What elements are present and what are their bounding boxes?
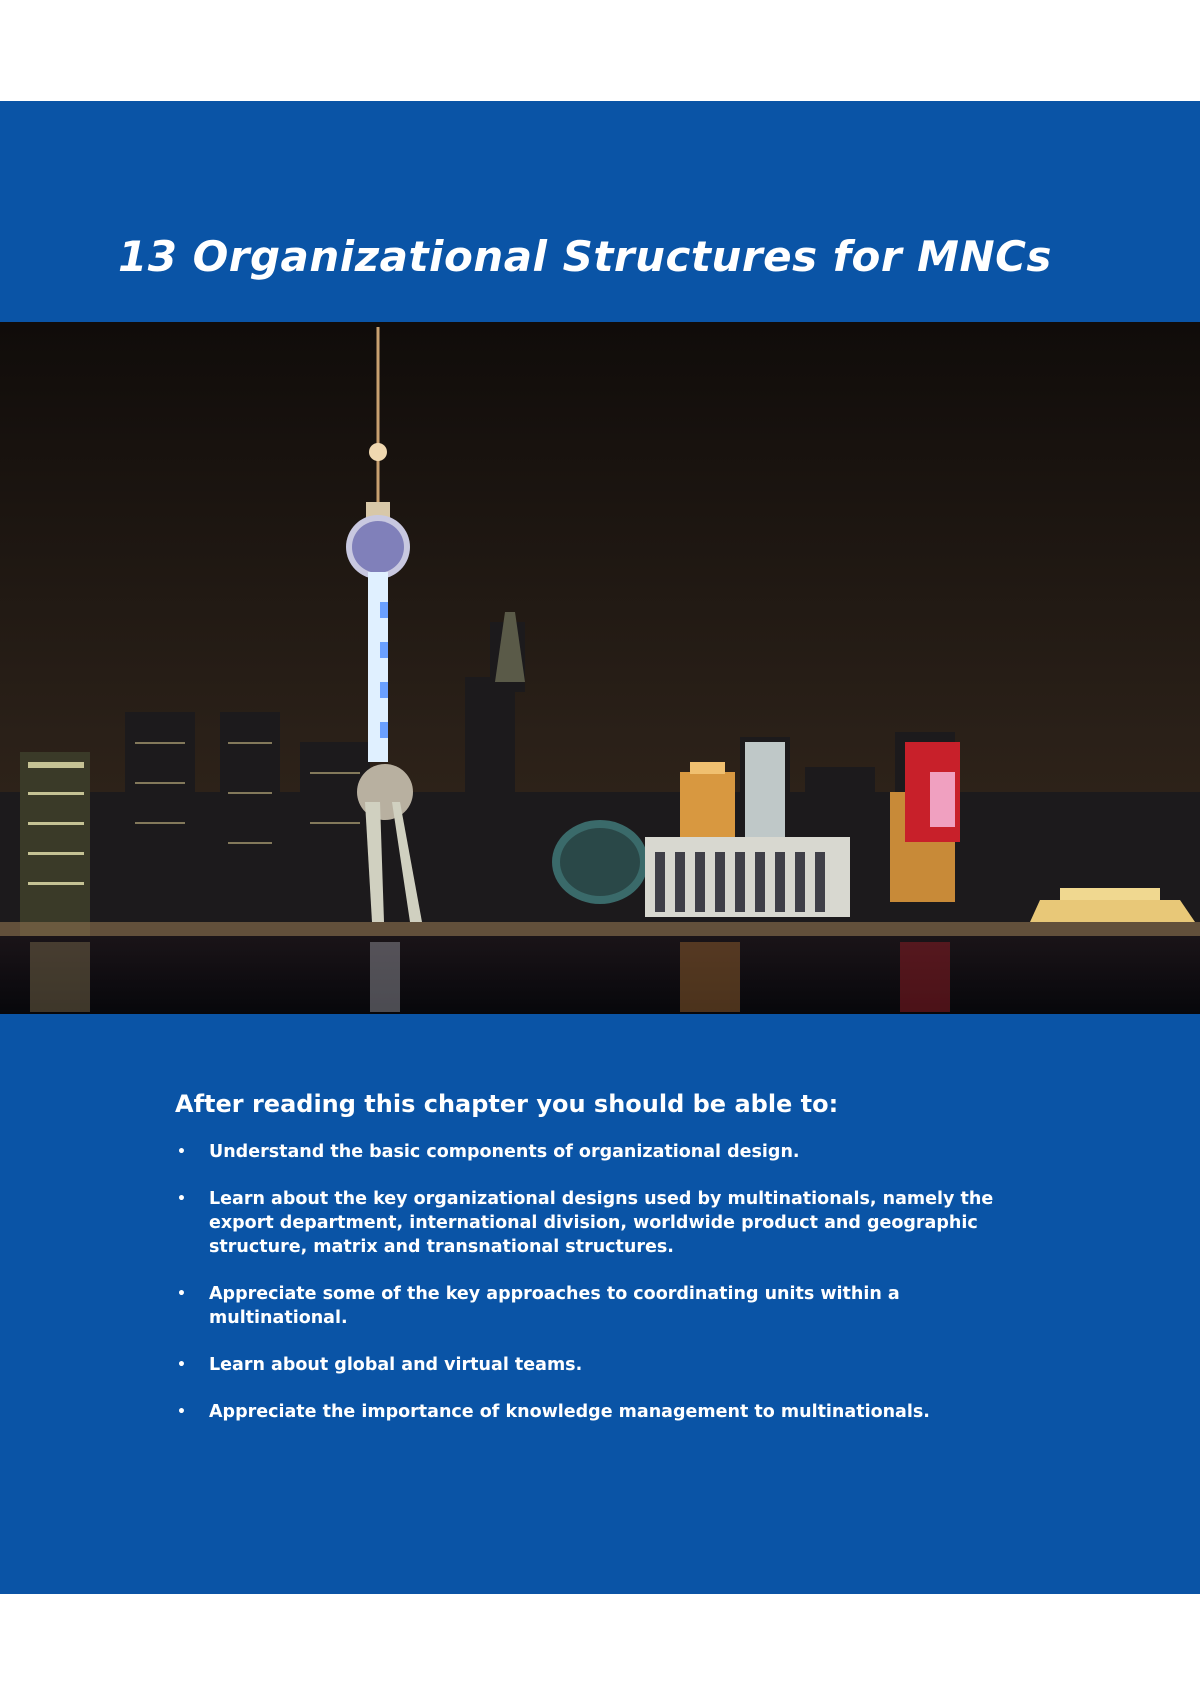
objective-text: Understand the basic components of organizational design. [209,1142,800,1162]
objective-item [175,1282,1015,1330]
objective-item [175,1187,1015,1259]
objective-list [175,1140,1015,1424]
bullet-icon: • [177,1357,186,1373]
objective-text: Appreciate the importance of knowledge management to multinationals. [209,1402,930,1422]
objective-item [175,1400,1015,1424]
objective-text: Appreciate some of the key approaches to coordinating units within a multinational. [209,1284,900,1328]
learning-objectives [175,1090,1015,1447]
bullet-icon: • [177,1144,186,1160]
bullet-icon: • [177,1404,186,1420]
bullet-icon: • [177,1191,186,1207]
bullet-icon: • [177,1286,186,1302]
objective-text: Learn about global and virtual teams. [209,1355,583,1375]
skyline-photo [0,322,1200,1014]
objective-text: Learn about the key organizational designs used by multinationals, namely the export department, international division, worldwide product and geographic structure, matrix and transnational structures. [209,1189,994,1257]
objective-item [175,1140,1015,1164]
objectives-heading: After reading this chapter you should be able to: [175,1090,839,1118]
chapter-title: 13 Organizational Structures for MNCs [118,232,1052,281]
objective-item [175,1353,1015,1377]
